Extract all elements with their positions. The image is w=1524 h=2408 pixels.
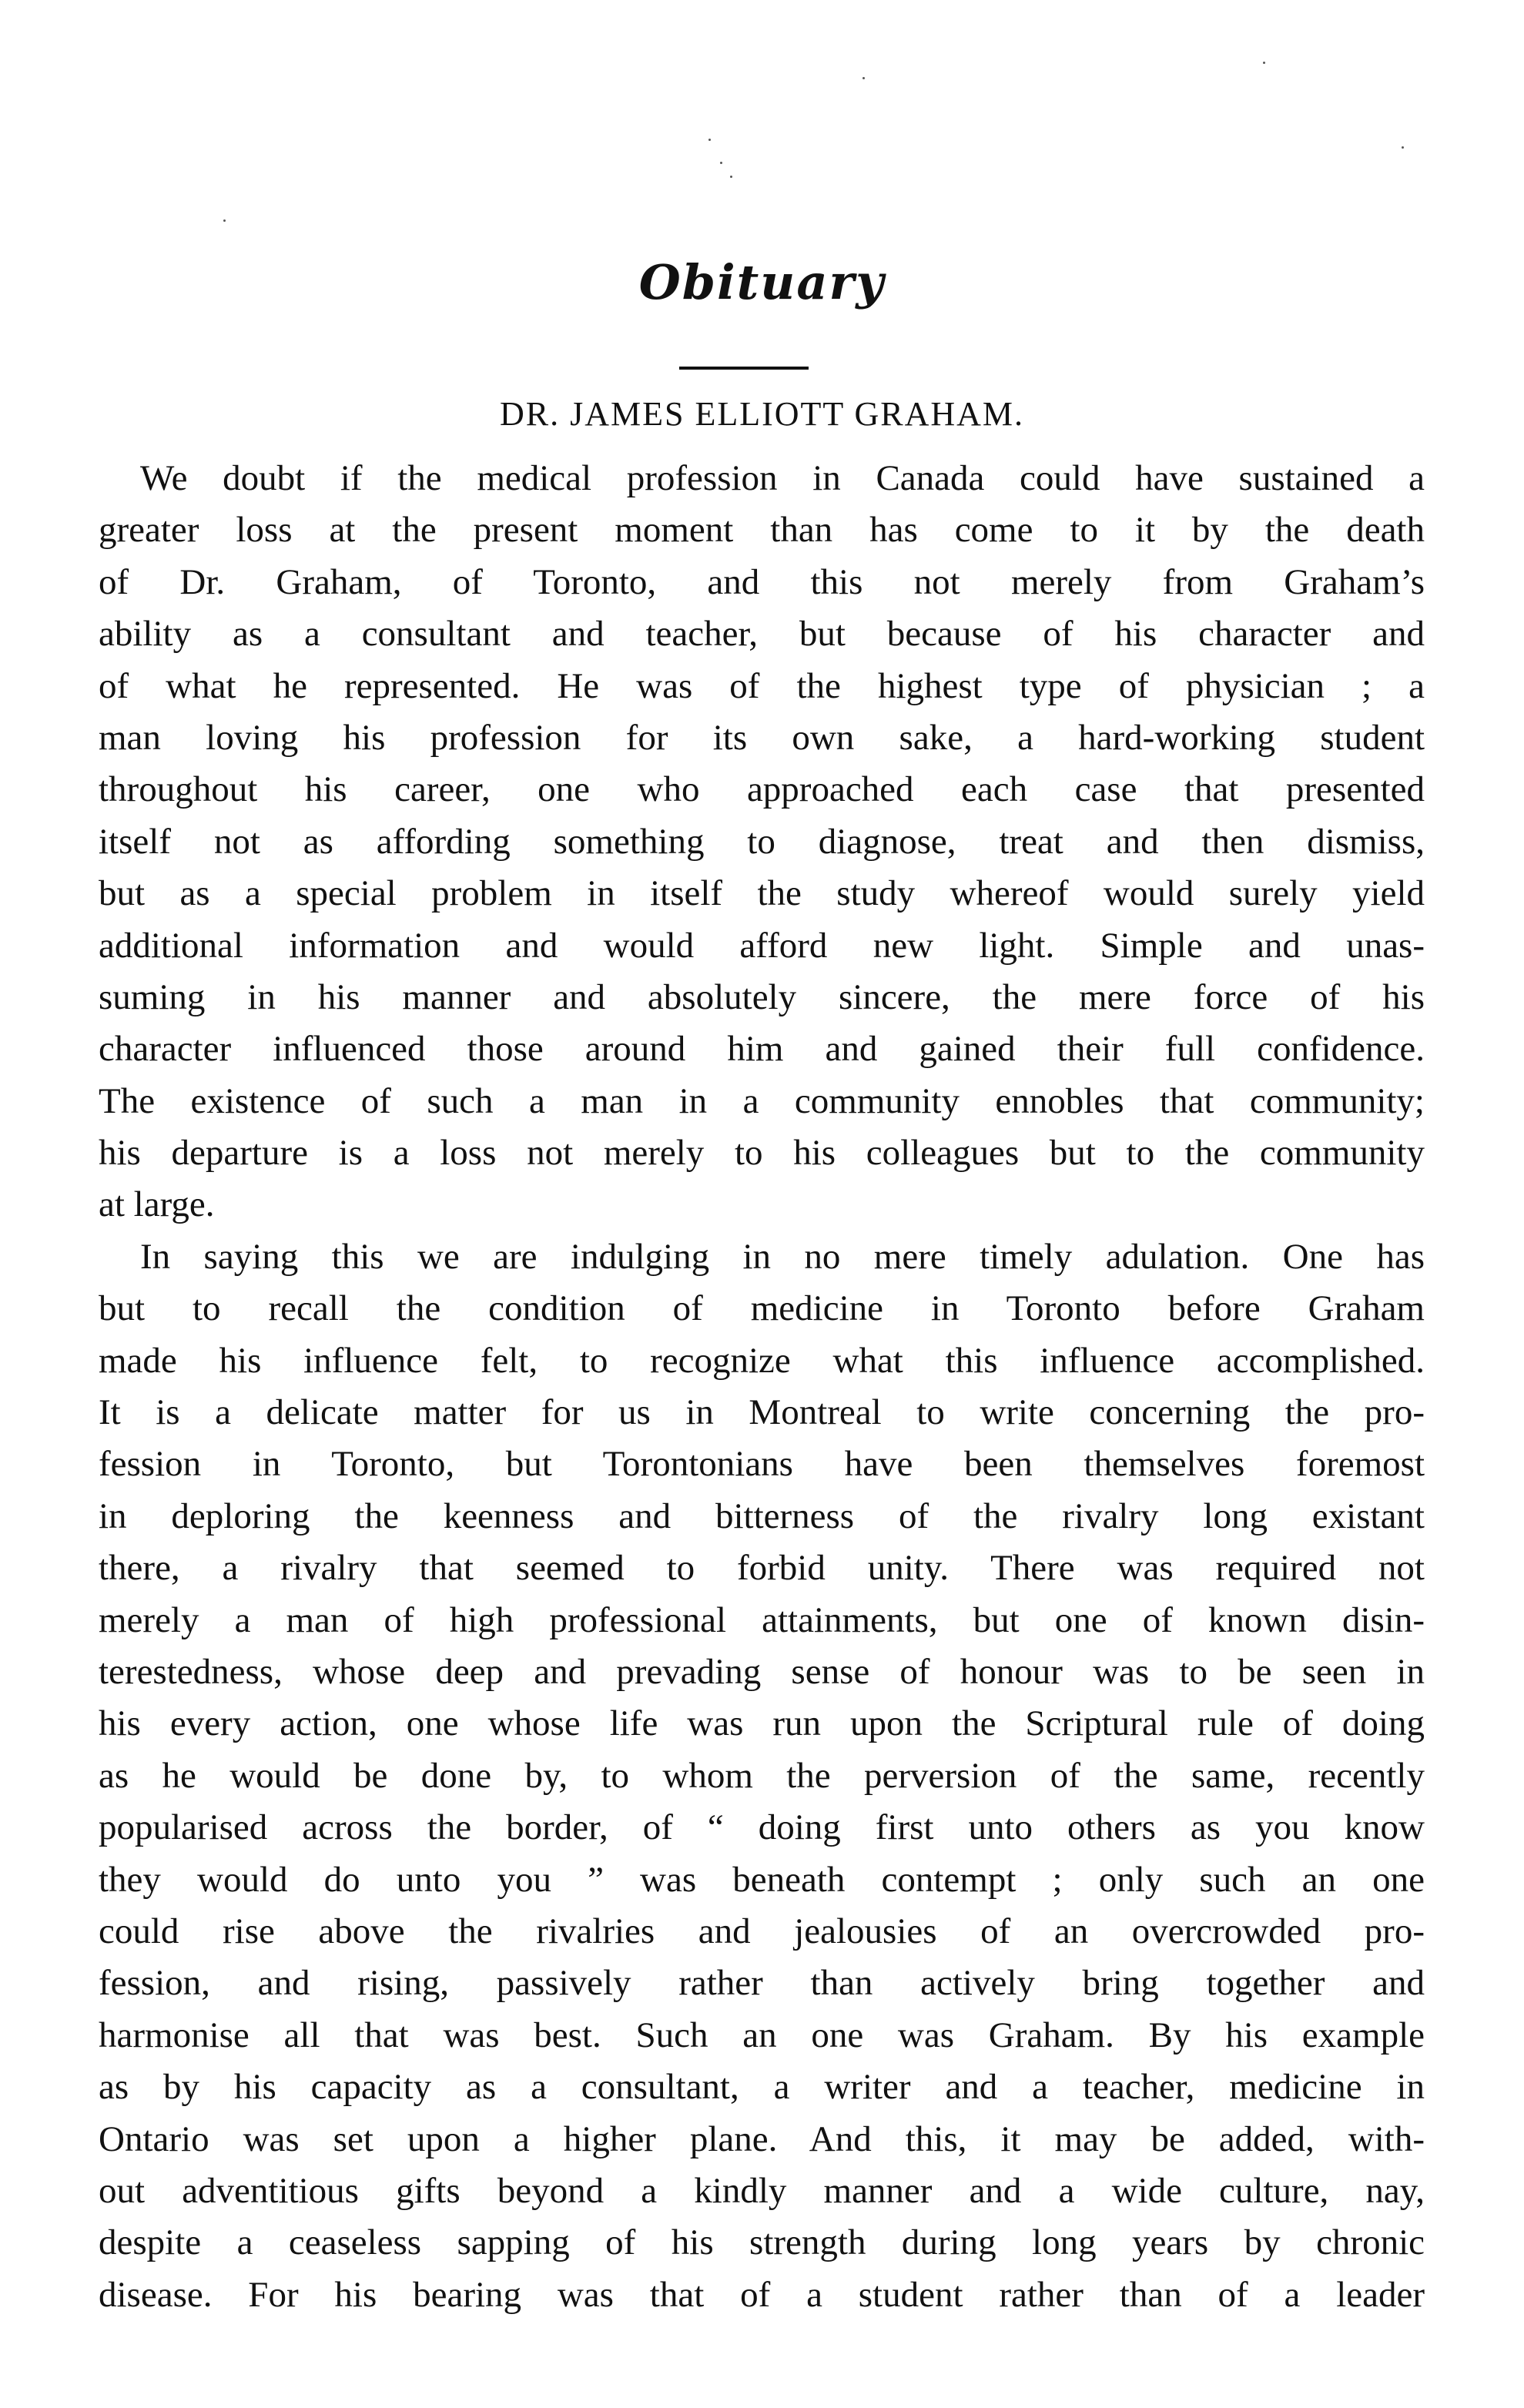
text-line: in deploring the keenness and bitterness of the rivalry long existant (99, 1495, 1425, 1536)
text-line: but as a special problem in itself the study whereof would surely yield (99, 873, 1425, 914)
text-line: Ontario was set upon a higher plane. And this, it may be added, with- (99, 2118, 1425, 2159)
print-speck (223, 219, 226, 222)
print-speck (720, 162, 722, 164)
text-line: fession, and rising, passively rather than actively bring together and (99, 1963, 1425, 2004)
text-line: ability as a consultant and teacher, but because of his character and (99, 614, 1425, 655)
text-line: disease. For his bearing was that of a student rather than of a leader (99, 2274, 1425, 2315)
text-line: of what he represented. He was of the highest type of physician ; a (99, 665, 1425, 706)
text-line: merely a man of high professional attainments, but one of known disin- (99, 1599, 1425, 1640)
text-line: as by his capacity as a consultant, a writer and a teacher, medicine in (99, 2067, 1425, 2108)
text-line: made his influence felt, to recognize what this influence accomplished. (99, 1340, 1425, 1381)
text-line: could rise above the rivalries and jealousies of an overcrowded pro- (99, 1911, 1425, 1951)
print-speck (708, 139, 711, 141)
text-line: fession in Toronto, but Torontonians have been themselves foremost (99, 1444, 1425, 1485)
text-line: but to recall the condition of medicine in Toronto before Graham (99, 1288, 1425, 1329)
text-line: of Dr. Graham, of Toronto, and this not merely from Graham’s (99, 561, 1425, 602)
text-line: suming in his manner and absolutely sincere, the mere force of his (99, 976, 1425, 1017)
text-line: harmonise all that was best. Such an one was Graham. By his example (99, 2014, 1425, 2055)
text-line: We doubt if the medical profession in Canada could have sustained a (140, 458, 1425, 498)
print-speck (730, 176, 732, 178)
heading-rule (679, 367, 809, 370)
text-line: greater loss at the present moment than has come to it by the death (99, 510, 1425, 551)
text-line: popularised across the border, of “ doing first unto others as you know (99, 1807, 1425, 1848)
text-line: there, a rivalry that seemed to forbid unity. There was required not (99, 1548, 1425, 1589)
text-line: they would do unto you ” was beneath contempt ; only such an one (99, 1859, 1425, 1900)
print-speck (1263, 62, 1265, 64)
text-line: out adventitious gifts beyond a kindly manner and a wide culture, nay, (99, 2170, 1425, 2211)
print-speck (862, 77, 865, 79)
text-line: despite a ceaseless sapping of his strength during long years by chronic (99, 2222, 1425, 2263)
page-heading: Obituary (638, 254, 886, 310)
text-line: additional information and would afford new light. Simple and unas- (99, 925, 1425, 966)
text-line: throughout his career, one who approached each case that presented (99, 769, 1425, 810)
text-line: at large. (99, 1184, 215, 1225)
text-line: The existence of such a man in a community ennobles that community; (99, 1080, 1425, 1121)
text-line: itself not as affording something to diagnose, treat and then dismiss, (99, 821, 1425, 862)
article-title: DR. JAMES ELLIOTT GRAHAM. (499, 395, 1025, 433)
text-line: It is a delicate matter for us in Montreal to write concerning the pro- (99, 1392, 1425, 1433)
text-line: his departure is a loss not merely to his colleagues but to the community (99, 1133, 1425, 1174)
print-speck (1402, 146, 1404, 149)
text-line: man loving his profession for its own sake, a hard-working student (99, 717, 1425, 758)
text-line: In saying this we are indulging in no mere timely adulation. One has (140, 1236, 1425, 1277)
text-line: terestedness, whose deep and prevading sense of honour was to be seen in (99, 1651, 1425, 1692)
text-line: his every action, one whose life was run upon the Scriptural rule of doing (99, 1703, 1425, 1744)
text-line: as he would be done by, to whom the perversion of the same, recently (99, 1755, 1425, 1796)
text-line: character influenced those around him and gained their full confidence. (99, 1029, 1425, 1070)
article-body (99, 453, 1425, 2321)
